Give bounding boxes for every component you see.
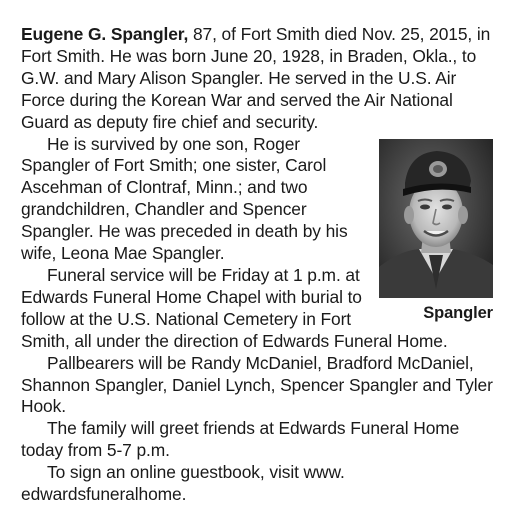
obituary-paragraph-6: To sign an online guestbook, visit www. edwardsfuneralhome. bbox=[21, 462, 345, 505]
portrait-photo-icon bbox=[379, 139, 493, 298]
portrait-block bbox=[377, 139, 493, 324]
paragraph-1-text: 87, of Fort Smith died Nov. 25, 2015, in Fort Smith. He was born June 20, 1928, in Braden, Okla., to G.W. and Mary Alison Spangler. He served in the U.S. Air Force during the Korean War and served the Air National Guard as deputy fire chief and security. bbox=[21, 24, 491, 132]
portrait-photo bbox=[379, 139, 493, 298]
obituary-paragraph-2: He is survived by one son, Roger Spangler of Fort Smith; one sister, Carol Ascehman of Clontraf, Minn.; and two grandchildren, Chandler and Spencer Spangler. He was preceded in death by his wife, Leona Mae Spangler. bbox=[21, 133, 348, 264]
obituary-paragraph-3: Funeral service will be Friday at 1 p.m. at Edwards Funeral Home Chapel with burial to follow at the U.S. National Cemetery in Fort Smith, all under the direction of Edwards Funeral Home. bbox=[21, 264, 448, 351]
obituary-paragraph-4: Pallbearers will be Randy McDaniel, Bradford McDaniel, Shannon Spangler, Daniel Lynch, Spencer Spangler and Tyler Hook. bbox=[21, 352, 493, 417]
deceased-name: Eugene G. Spangler, bbox=[21, 24, 189, 44]
obituary-paragraph-1 bbox=[21, 24, 493, 134]
photo-caption: Spangler bbox=[423, 303, 493, 322]
obituary-paragraph-5: The family will greet friends at Edwards Funeral Home today from 5-7 p.m. bbox=[21, 418, 460, 461]
obituary-article bbox=[21, 24, 493, 506]
